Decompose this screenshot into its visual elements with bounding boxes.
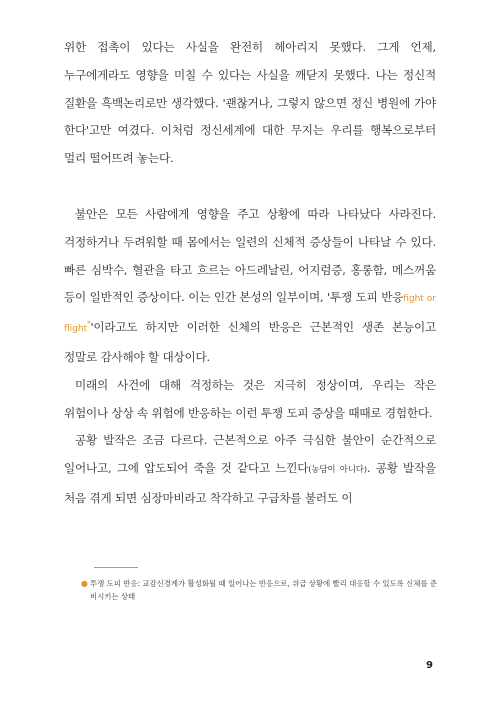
- footnote-divider: [94, 567, 138, 568]
- paragraph-4: [64, 427, 436, 512]
- paragraph-4-aside: (농담이 아니다): [308, 465, 367, 476]
- paragraph-3: 미래의 사건에 대해 걱정하는 것은 지극히 정상이며, 우리는 작은 위험이나 상상 속 위험에 반응하는 이런 투쟁 도피 증상을 때때로 경험한다.: [64, 377, 436, 420]
- footnote-marker: *: [87, 320, 91, 329]
- paragraph-1: 위한 접촉이 있다는 사실을 완전히 헤아리지 못했다. 그게 언제, 누구에게라도 영향을 미칠 수 있다는 사실을 깨닫지 못했다. 나는 정신적 질환을 흑백논리로만 생각했다. '괜찮거나, 그렇지 않으면 정신 병원에 가야 한다'고만 여겼다. 이처럼 정신세계에 대한 무지는 우리를 행복으로부터 멀리 떨어뜨려 놓는다.: [64, 40, 436, 166]
- fight-or-flight-term: fight or flight: [64, 294, 436, 335]
- paragraph-2-text-before: 불안은 모든 사람에게 영향을 주고 상황에 따라 나타났다 사라진다. 걱정하거나 두려워할 때 몸에서는 일련의 신체적 증상들이 나타날 수 있다. 빠른 심박수, 혈관을 타고 흐르는 아드레날린, 어지럼증, 홍롱함, 메스꺼움 등이 일반적인 증상이다. 이는 인간 본성의 일부이며, '투쟁 도피 반응: [64, 206, 436, 305]
- paragraph-4-text-after: . 공황 발작을 처음 겪게 되면 심장마비라고 착각하고 구급차를 불러도 이: [64, 461, 436, 505]
- paragraph-4-text-before: 공황 발작은 조금 다르다. 근본적으로 아주 극심한 불안이 순간적으로 일어나고, 그에 압도되어 죽을 것 같다고 느낀다: [64, 433, 436, 476]
- footnote-bullet-icon: ●: [81, 579, 88, 588]
- paragraph-gap: [64, 173, 436, 201]
- paragraph-2-text-after: '이라고도 하지만 이러한 신체의 반응은 근본적인 생존 본능이고 정말로 감사해야 할 대상이다.: [64, 320, 436, 364]
- footnote-text: 투쟁 도피 반응: 교감신경계가 활성화될 때 일어나는 반응으로, 위급 상황에 빨리 대응할 수 있도록 신체를 준비시키는 상태: [90, 579, 438, 601]
- paragraph-2: [64, 201, 436, 372]
- page-number: 9: [426, 660, 433, 671]
- body-text: [64, 34, 436, 513]
- footnote: [81, 577, 440, 603]
